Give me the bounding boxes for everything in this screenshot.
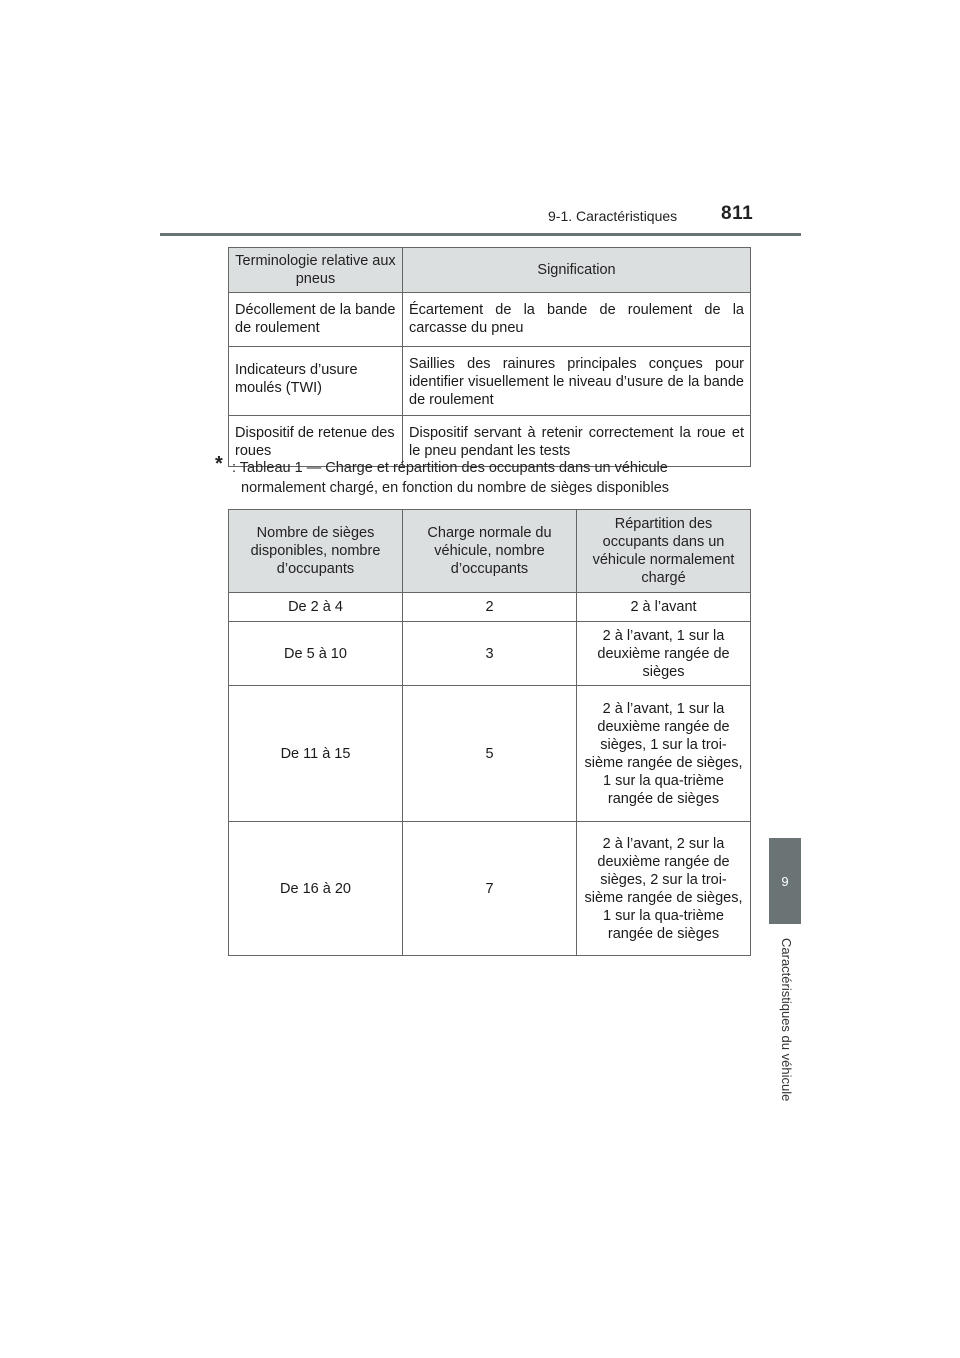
column-header-seats: Nombre de sièges disponibles, nombre d’occupants bbox=[229, 510, 403, 593]
footnote-line-2: normalement chargé, en fonction du nombre de sièges disponibles bbox=[241, 480, 670, 496]
meaning-cell: Dispositif servant à retenir correctement la roue et le pneu pendant les tests bbox=[403, 416, 751, 467]
load-cell: 7 bbox=[403, 822, 577, 956]
table-row bbox=[229, 593, 751, 622]
term-cell: Décollement de la bande de roulement bbox=[229, 293, 403, 347]
distribution-cell: 2 à l’avant, 2 sur la deuxième rangée de sièges, 2 sur la troi-sième rangée de sièges, 1 sur la qua-trième rangée de sièges bbox=[577, 822, 751, 956]
section-title: 9-1. Caractéristiques bbox=[548, 208, 678, 224]
table-row bbox=[229, 686, 751, 822]
distribution-cell: 2 à l’avant, 1 sur la deuxième rangée de sièges, 1 sur la troi-sième rangée de sièges, 1 sur la qua-trième rangée de sièges bbox=[577, 686, 751, 822]
meaning-cell: Saillies des rainures principales conçues pour identifier visuellement le niveau d’usure de la bande de roulement bbox=[403, 347, 751, 416]
seats-cell: De 2 à 4 bbox=[229, 593, 403, 622]
seats-cell: De 11 à 15 bbox=[229, 686, 403, 822]
meaning-cell: Écartement de la bande de roulement de la carcasse du pneu bbox=[403, 293, 751, 347]
term-cell: Indicateurs d’usure moulés (TWI) bbox=[229, 347, 403, 416]
distribution-cell: 2 à l’avant bbox=[577, 593, 751, 622]
header-divider bbox=[160, 233, 801, 236]
table-row bbox=[229, 622, 751, 686]
load-cell: 2 bbox=[403, 593, 577, 622]
column-header-load: Charge normale du véhicule, nombre d’occupants bbox=[403, 510, 577, 593]
load-cell: 3 bbox=[403, 622, 577, 686]
column-header-meaning: Signification bbox=[403, 248, 751, 293]
load-cell: 5 bbox=[403, 686, 577, 822]
footnote-line-1: : Tableau 1 — Charge et répartition des occupants dans un véhicule bbox=[232, 460, 668, 476]
column-header-distribution: Répartition des occupants dans un véhicule normalement chargé bbox=[577, 510, 751, 593]
seats-cell: De 5 à 10 bbox=[229, 622, 403, 686]
chapter-tab[interactable] bbox=[769, 838, 801, 924]
occupant-distribution-table bbox=[228, 509, 751, 956]
table-row bbox=[229, 293, 751, 347]
term-cell: Dispositif de retenue des roues bbox=[229, 416, 403, 467]
distribution-cell: 2 à l’avant, 1 sur la deuxième rangée de sièges bbox=[577, 622, 751, 686]
page-number: 811 bbox=[721, 203, 754, 224]
table-footnote bbox=[215, 453, 749, 498]
table-row bbox=[229, 822, 751, 956]
column-header-term: Terminologie relative aux pneus bbox=[229, 248, 403, 293]
tire-terminology-table bbox=[228, 247, 751, 467]
seats-cell: De 16 à 20 bbox=[229, 822, 403, 956]
table-row bbox=[229, 347, 751, 416]
chapter-number: 9 bbox=[781, 873, 789, 889]
chapter-label: Caractéristiques du véhicule bbox=[779, 938, 794, 1102]
footnote-marker: * bbox=[215, 453, 223, 475]
